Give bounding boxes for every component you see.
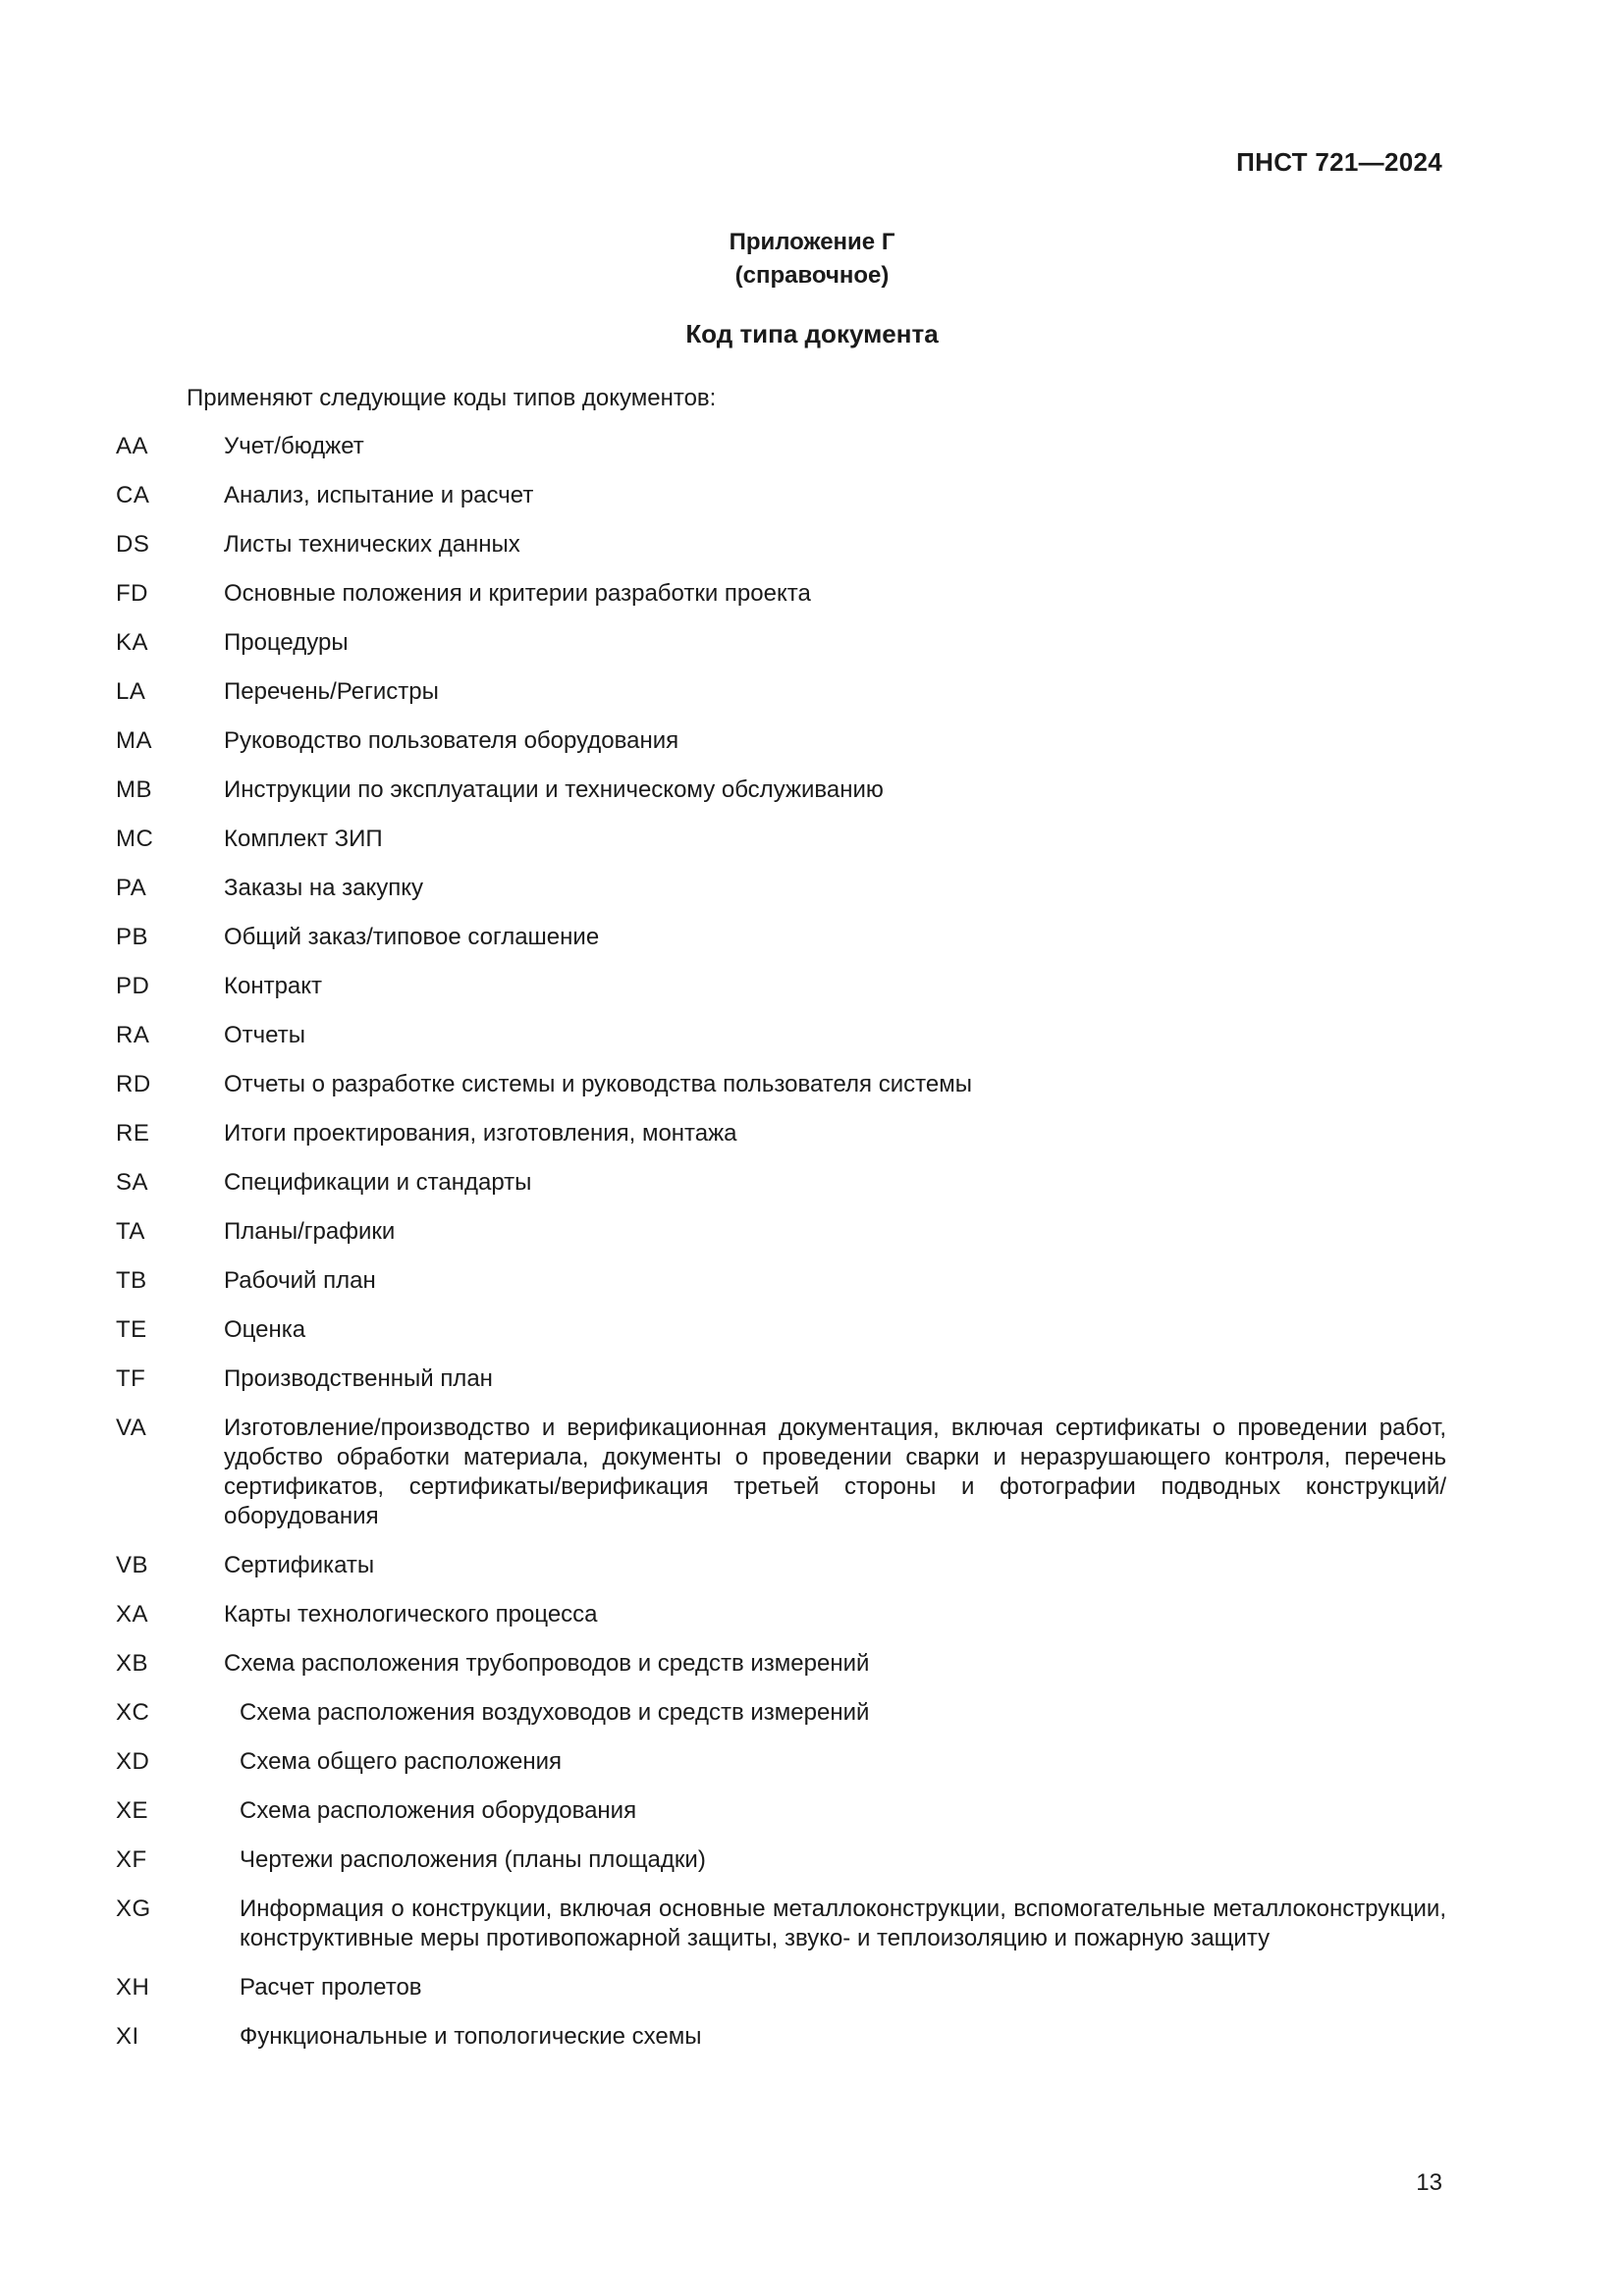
code-label: AA [116, 433, 149, 459]
list-item [116, 1119, 1446, 1148]
appendix-heading [0, 226, 1624, 293]
code-label: XG [116, 1896, 151, 1922]
code-label: PB [116, 924, 149, 950]
code-label: VA [116, 1415, 147, 1441]
page-number: 13 [1416, 2169, 1442, 2196]
document-type-code-list [116, 432, 1446, 2071]
code-description: Учет/бюджет [224, 433, 364, 459]
code-label: MC [116, 826, 154, 852]
code-description: Карты технологического процесса [224, 1601, 598, 1628]
list-item [116, 1021, 1446, 1050]
list-item [116, 1973, 1446, 2002]
code-label: XE [116, 1797, 149, 1824]
list-item [116, 1414, 1446, 1531]
code-description: Контракт [224, 973, 323, 999]
code-label: PD [116, 973, 150, 999]
code-description: Схема общего расположения [240, 1748, 563, 1775]
list-item [116, 1168, 1446, 1198]
list-item [116, 825, 1446, 854]
code-label: TB [116, 1267, 147, 1294]
list-item [116, 2022, 1446, 2052]
code-description: Отчеты о разработке системы и руководства пользователя системы [224, 1071, 972, 1097]
list-item [116, 923, 1446, 952]
code-label: XA [116, 1601, 149, 1628]
code-description: Расчет пролетов [240, 1974, 422, 2001]
section-title: Код типа документа [685, 319, 939, 348]
code-label: RE [116, 1120, 150, 1147]
code-description: Схема расположения оборудования [240, 1797, 637, 1824]
list-item [116, 1698, 1446, 1728]
code-description: Комплект ЗИП [224, 826, 383, 852]
list-item [116, 1796, 1446, 1826]
list-item [116, 530, 1446, 560]
code-label: SA [116, 1169, 149, 1196]
code-description: Схема расположения трубопроводов и средств измерений [224, 1650, 870, 1677]
code-description: Основные положения и критерии разработки проекта [224, 580, 811, 607]
code-description: Функциональные и топологические схемы [240, 2023, 702, 2050]
code-label: LA [116, 678, 146, 705]
code-label: KA [116, 629, 149, 656]
list-item [116, 1895, 1446, 1953]
list-item [116, 1266, 1446, 1296]
code-description: Анализ, испытание и расчет [224, 482, 534, 508]
code-label: CA [116, 482, 150, 508]
code-label: XB [116, 1650, 149, 1677]
list-item [116, 874, 1446, 903]
list-item [116, 579, 1446, 609]
code-label: MA [116, 727, 152, 754]
code-label: FD [116, 580, 148, 607]
list-item [116, 1845, 1446, 1875]
code-label: MB [116, 776, 152, 803]
code-description: Производственный план [224, 1365, 493, 1392]
list-item [116, 1315, 1446, 1345]
code-label: DS [116, 531, 150, 558]
code-description: Заказы на закупку [224, 875, 424, 901]
list-item [116, 432, 1446, 461]
list-item [116, 628, 1446, 658]
list-item [116, 1070, 1446, 1099]
code-label: XI [116, 2023, 139, 2050]
list-item [116, 481, 1446, 510]
code-description: Изготовление/производство и верификационная документация, включая сертификаты о проведении работ, удобство обработки материала, документы о проведении сварки и неразрушающего контроля, перечень сертификатов, сертификаты/верификация третьей стороны и фотографии подводных конструкций/оборудования [224, 1415, 1446, 1529]
code-label: TE [116, 1316, 147, 1343]
appendix-title: Приложение Г [729, 229, 895, 255]
code-description: Спецификации и стандарты [224, 1169, 532, 1196]
code-description: Отчеты [224, 1022, 305, 1048]
code-label: RA [116, 1022, 150, 1048]
code-description: Листы технических данных [224, 531, 520, 558]
intro-paragraph: Применяют следующие коды типов документов: [187, 385, 717, 411]
list-item [116, 972, 1446, 1001]
standard-number: ПНСТ 721—2024 [1236, 147, 1442, 177]
list-item [116, 1649, 1446, 1679]
code-description: Общий заказ/типовое соглашение [224, 924, 600, 950]
code-label: RD [116, 1071, 151, 1097]
code-label: PA [116, 875, 147, 901]
code-label: XC [116, 1699, 150, 1726]
list-item [116, 1364, 1446, 1394]
code-description: Руководство пользователя оборудования [224, 727, 679, 754]
code-description: Инструкции по эксплуатации и техническому обслуживанию [224, 776, 884, 803]
code-label: VB [116, 1552, 149, 1578]
code-description: Чертежи расположения (планы площадки) [240, 1846, 706, 1873]
code-description: Оценка [224, 1316, 306, 1343]
code-label: TA [116, 1218, 145, 1245]
list-item [116, 726, 1446, 756]
code-label: XH [116, 1974, 150, 2001]
list-item [116, 1600, 1446, 1629]
code-description: Информация о конструкции, включая основные металлоконструкции, вспомогательные металлоконструкции, конструктивные меры противопожарной защиты, звуко- и теплоизоляцию и пожарную защиту [240, 1896, 1446, 1951]
code-description: Рабочий план [224, 1267, 376, 1294]
code-description: Планы/графики [224, 1218, 396, 1245]
list-item [116, 1551, 1446, 1580]
code-label: TF [116, 1365, 146, 1392]
code-description: Процедуры [224, 629, 349, 656]
code-label: XF [116, 1846, 147, 1873]
list-item [116, 1747, 1446, 1777]
list-item [116, 775, 1446, 805]
code-description: Сертификаты [224, 1552, 375, 1578]
list-item [116, 1217, 1446, 1247]
code-description: Схема расположения воздуховодов и средств измерений [240, 1699, 870, 1726]
code-label: XD [116, 1748, 150, 1775]
list-item [116, 677, 1446, 707]
appendix-subtitle: (справочное) [734, 262, 890, 289]
code-description: Перечень/Регистры [224, 678, 439, 705]
code-description: Итоги проектирования, изготовления, монтажа [224, 1120, 737, 1147]
